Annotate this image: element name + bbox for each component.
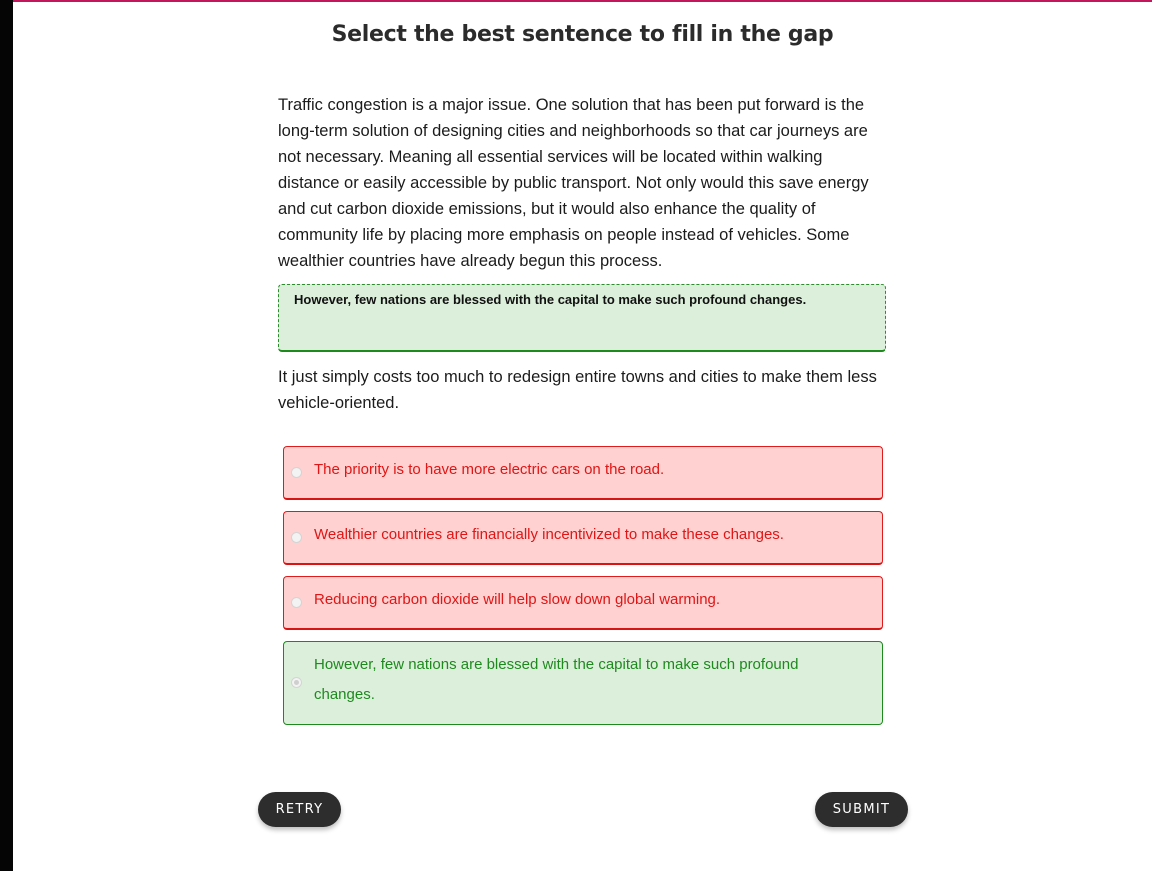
- page-title: Select the best sentence to fill in the gap: [331, 22, 834, 47]
- option-3-label: Reducing carbon dioxide will help slow down global warming.: [314, 591, 721, 608]
- option-1[interactable]: [283, 446, 883, 500]
- option-2-radio[interactable]: [291, 532, 302, 543]
- submit-button[interactable]: SUBMIT: [815, 792, 908, 827]
- option-4-label: However, few nations are blessed with the capital to make such profound changes.: [314, 656, 799, 703]
- option-3[interactable]: [283, 576, 883, 630]
- gap-answer-box: [278, 284, 886, 352]
- option-2-label: Wealthier countries are financially incentivized to make these changes.: [314, 526, 784, 543]
- passage-text-before-gap: Traffic congestion is a major issue. One solution that has been put forward is the long-term solution of designing cities and neighborhoods so that car journeys are not necessary. Meaning all essential services will be located within walking distance or easily accessible by public transport. Not only would this save energy and cut carbon dioxide emissions, but it would also enhance the quality of community life by placing more emphasis on people instead of vehicles. Some wealthier countries have already begun this process.: [278, 96, 869, 270]
- option-4-radio[interactable]: [291, 677, 302, 688]
- gap-answer-text: However, few nations are blessed with the capital to make such profound changes.: [294, 292, 807, 307]
- option-3-radio[interactable]: [291, 597, 302, 608]
- passage-text-after-gap: It just simply costs too much to redesign entire towns and cities to make them less vehicle-oriented.: [278, 368, 877, 412]
- option-4[interactable]: [283, 641, 883, 725]
- option-2[interactable]: [283, 511, 883, 565]
- option-1-radio[interactable]: [291, 467, 302, 478]
- top-accent-line: [13, 0, 1152, 2]
- retry-button[interactable]: RETRY: [258, 792, 341, 827]
- option-1-label: The priority is to have more electric cars on the road.: [314, 461, 665, 478]
- left-edge-strip: [0, 0, 13, 871]
